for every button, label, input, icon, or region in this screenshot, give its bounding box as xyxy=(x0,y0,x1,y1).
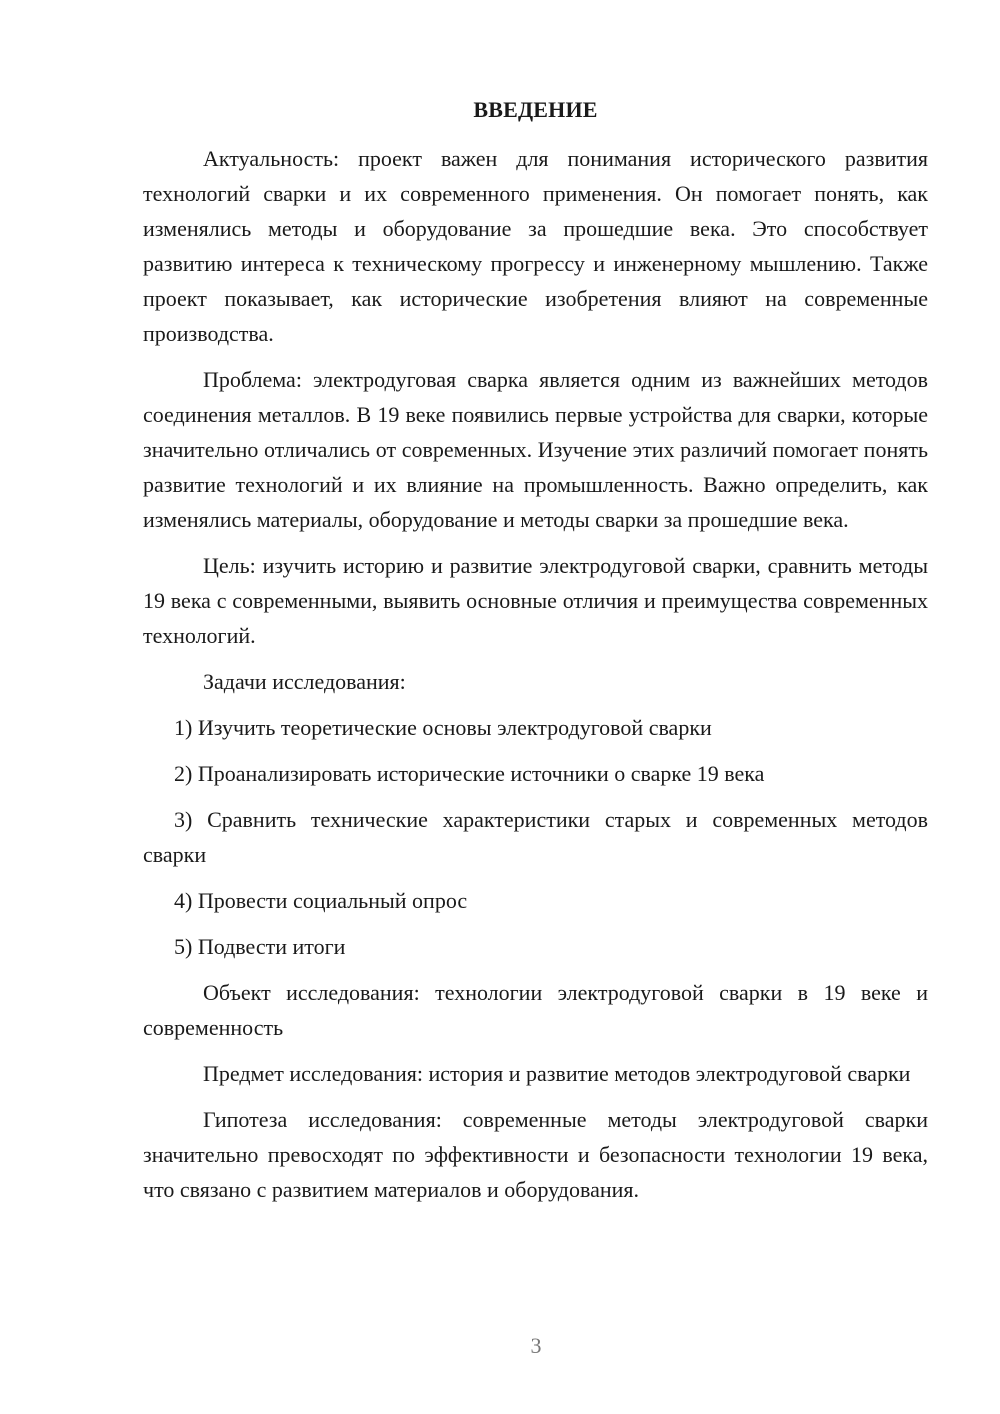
task-item-3: 3) Сравнить технические характеристики старых и современных методов сварки xyxy=(143,807,928,867)
relevance-paragraph: Актуальность: проект важен для понимания исторического развития технологий сварки и их современного применения. Он помогает понять, как изменялись методы и оборудование за прошедшие века. Это способствует развитию интереса к техническому прогрессу и инженерному мышлению. Также проект показывает, как исторические изобретения влияют на современные производства. xyxy=(143,146,928,346)
document-page xyxy=(143,92,928,1218)
subject-paragraph: Предмет исследования: история и развитие методов электродуговой сварки xyxy=(203,1061,911,1086)
goal-paragraph: Цель: изучить историю и развитие электродуговой сварки, сравнить методы 19 века с современными, выявить основные отличия и преимущества современных технологий. xyxy=(143,553,928,648)
tasks-heading: Задачи исследования: xyxy=(203,669,406,694)
section-title: ВВЕДЕНИЕ xyxy=(473,97,598,122)
task-item-5: 5) Подвести итоги xyxy=(174,934,346,959)
object-paragraph: Объект исследования: технологии электродуговой сварки в 19 веке и современность xyxy=(143,980,928,1040)
page-number: 3 xyxy=(530,1333,542,1358)
task-item-2: 2) Проанализировать исторические источники о сварке 19 века xyxy=(174,761,765,786)
hypothesis-paragraph: Гипотеза исследования: современные методы электродуговой сварки значительно превосходят по эффективности и безопасности технологии 19 века, что связано с развитием материалов и оборудования. xyxy=(143,1107,928,1202)
task-item-4: 4) Провести социальный опрос xyxy=(174,888,468,913)
problem-paragraph: Проблема: электродуговая сварка является одним из важнейших методов соединения металлов. В 19 веке появились первые устройства для сварки, которые значительно отличались от современных. Изучение этих различий помогает понять развитие технологий и их влияние на промышленность. Важно определить, как изменялись материалы, оборудование и методы сварки за прошедшие века. xyxy=(143,367,928,532)
task-item-1: 1) Изучить теоретические основы электродуговой сварки xyxy=(174,715,712,740)
